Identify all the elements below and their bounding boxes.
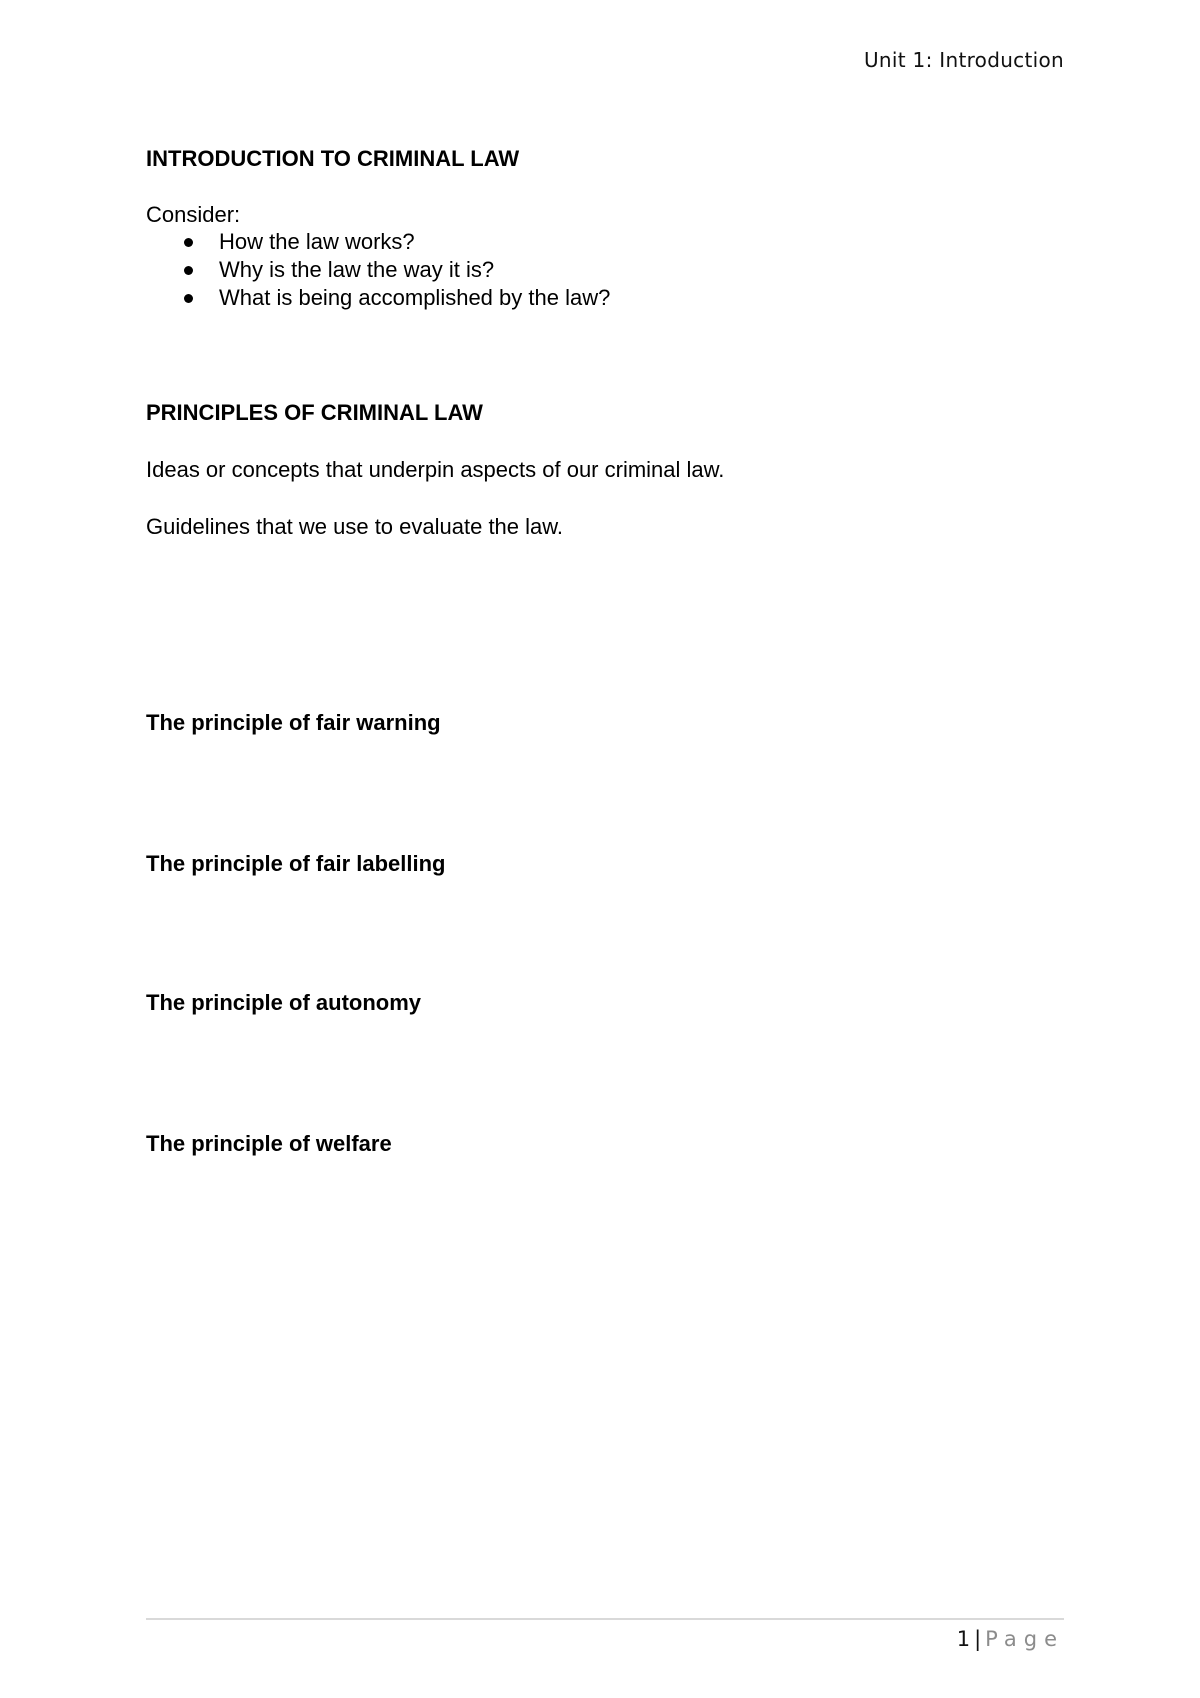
list-item <box>146 256 610 284</box>
list-item-text: What is being accomplished by the law? <box>219 285 611 310</box>
principle-subheading: The principle of welfare <box>146 1131 392 1156</box>
running-header: Unit 1: Introduction <box>863 48 1064 72</box>
footer-separator: | <box>974 1627 982 1651</box>
principles-heading: PRINCIPLES OF CRIMINAL LAW <box>146 400 483 425</box>
principle-subheading: The principle of autonomy <box>146 990 422 1015</box>
bullet-icon <box>184 238 193 247</box>
consider-list <box>146 228 610 312</box>
list-item-text: Why is the law the way it is? <box>219 257 495 282</box>
list-item <box>146 228 610 256</box>
page-footer <box>957 1627 1064 1651</box>
consider-label: Consider: <box>146 202 241 227</box>
page-label: Page <box>985 1627 1064 1651</box>
footer-divider <box>146 1618 1064 1620</box>
list-item-text: How the law works? <box>219 229 415 254</box>
list-item <box>146 284 610 312</box>
bullet-icon <box>184 294 193 303</box>
bullet-icon <box>184 266 193 275</box>
intro-heading: INTRODUCTION TO CRIMINAL LAW <box>146 146 520 171</box>
principles-paragraph: Guidelines that we use to evaluate the law. <box>146 514 564 539</box>
page-number: 1 <box>956 1627 971 1651</box>
principle-subheading: The principle of fair warning <box>146 710 441 735</box>
principle-subheading: The principle of fair labelling <box>146 851 446 876</box>
principles-paragraph: Ideas or concepts that underpin aspects of our criminal law. <box>146 457 725 482</box>
